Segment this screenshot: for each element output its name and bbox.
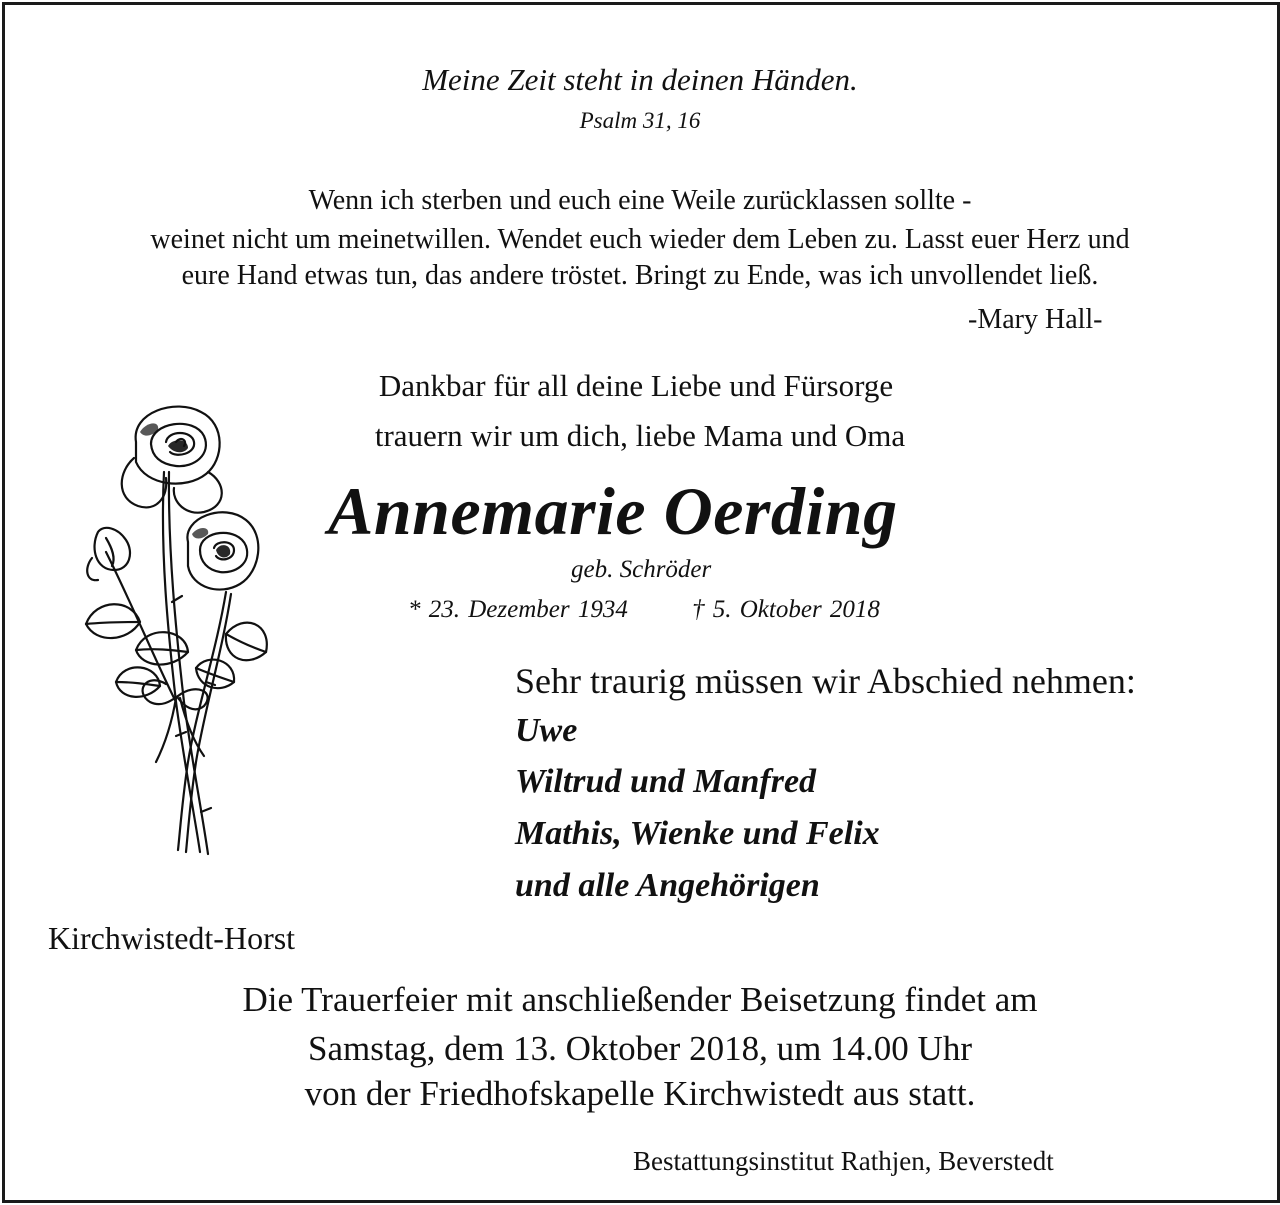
dedication-line: Dankbar für all deine Liebe und Fürsorge: [378, 368, 894, 403]
service-line: von der Friedhofskapelle Kirchwistedt aus statt.: [304, 1074, 976, 1113]
birth-date: * 23. Dezember 1934: [408, 596, 628, 623]
dedication-line: trauern wir um dich, liebe Mama und Oma: [374, 418, 906, 453]
undertaker-credit: Bestattungsinstitut Rathjen, Beverstedt: [633, 1146, 1054, 1176]
death-date: † 5. Oktober 2018: [692, 596, 880, 623]
life-dates: [408, 596, 628, 624]
poem-author: -Mary Hall-: [968, 304, 1103, 335]
deceased-name: Annemarie Oerding: [328, 473, 898, 549]
mourner-name: Mathis, Wienke und Felix: [515, 815, 880, 852]
service-line: Die Trauerfeier mit anschließender Beisetzung findet am: [242, 980, 1038, 1019]
motto-reference: Psalm 31, 16: [579, 108, 701, 133]
mourner-name: Wiltrud und Manfred: [515, 763, 817, 800]
mourner-name: Uwe: [515, 712, 578, 749]
poem-line: weinet nicht um meinetwillen. Wendet euch wieder dem Leben zu. Lasst euer Herz und: [150, 224, 1130, 255]
poem-line: eure Hand etwas tun, das andere tröstet. Bringt zu Ende, was ich unvollendet ließ.: [181, 260, 1099, 291]
rose-bouquet-illustration: [76, 402, 276, 864]
mourners-intro: Sehr traurig müssen wir Abschied nehmen:: [515, 661, 1136, 701]
service-line: Samstag, dem 13. Oktober 2018, um 14.00 Uhr: [308, 1029, 972, 1068]
place-name: Kirchwistedt-Horst: [48, 920, 296, 956]
motto-text: Meine Zeit steht in deinen Händen.: [422, 62, 858, 97]
poem-line: Wenn ich sterben und euch eine Weile zurücklassen sollte -: [308, 185, 972, 216]
maiden-name: geb. Schröder: [571, 556, 712, 583]
mourner-name: und alle Angehörigen: [515, 867, 820, 904]
